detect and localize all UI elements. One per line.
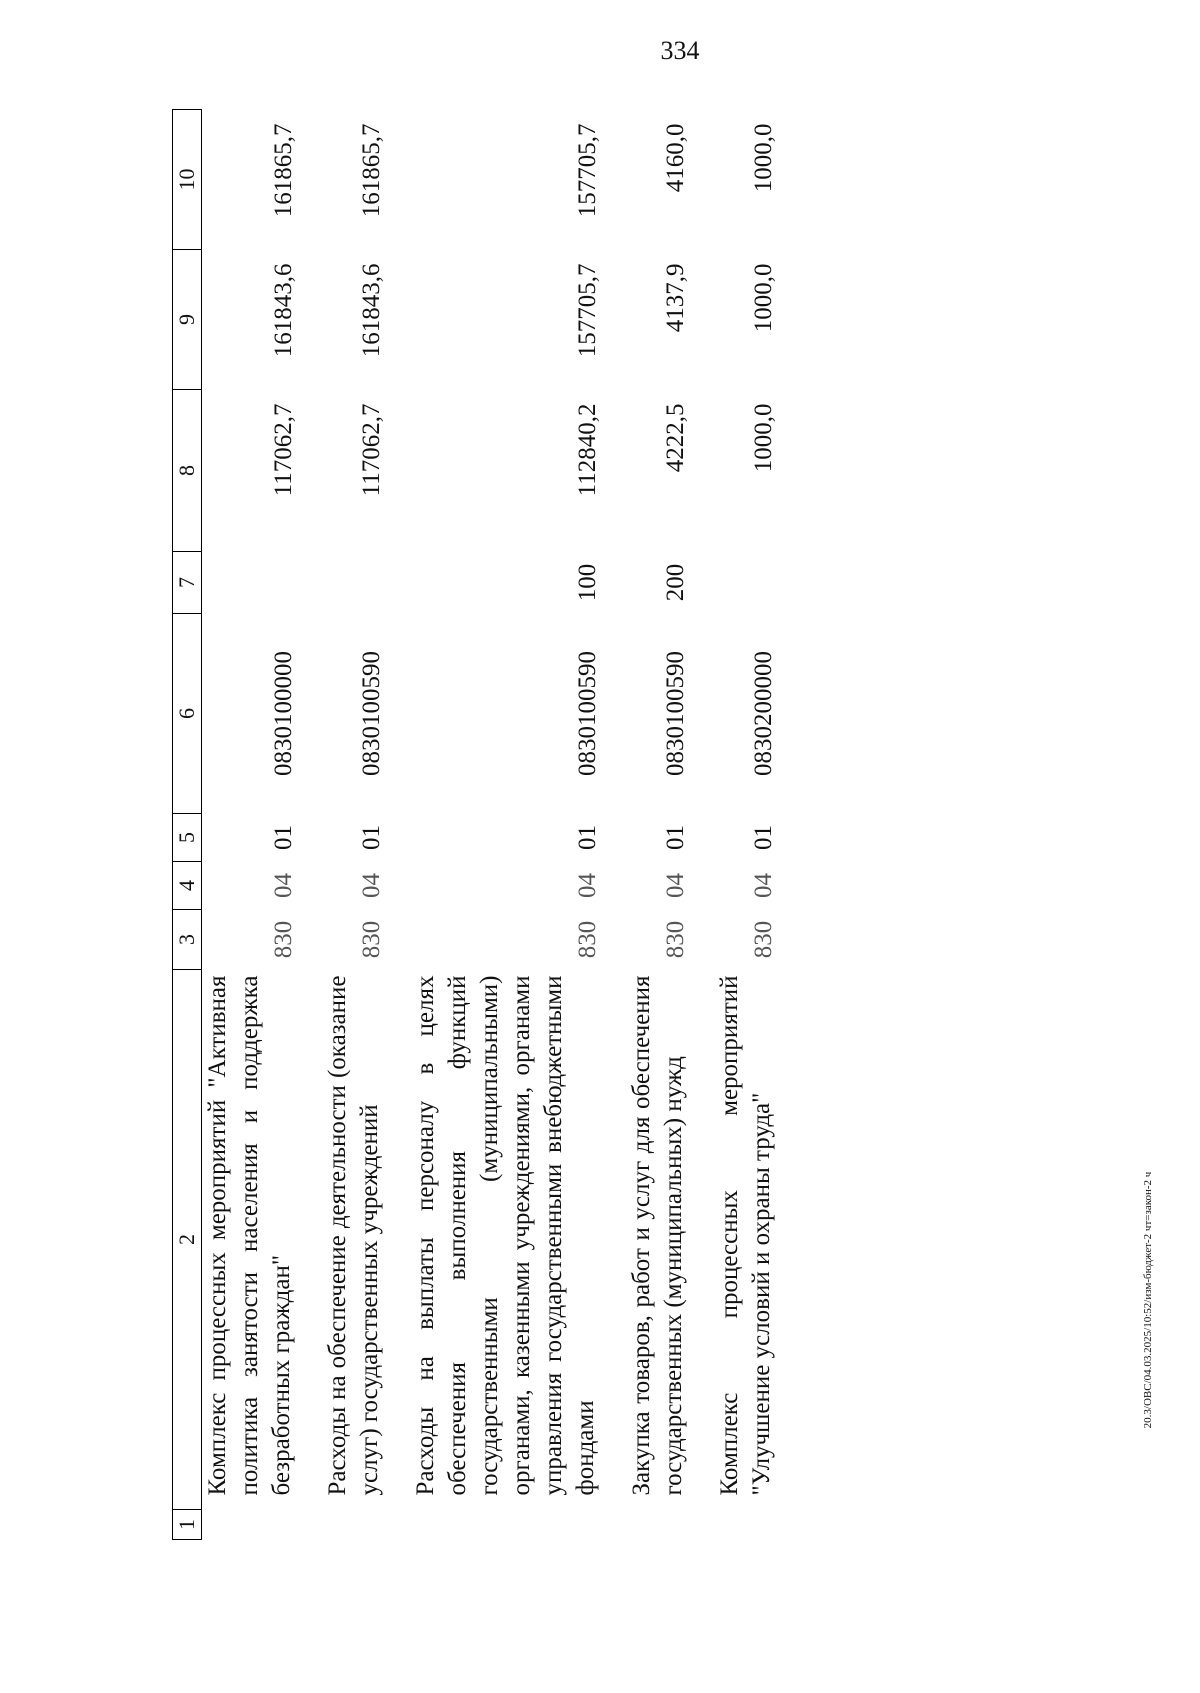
table-row [690,110,778,1540]
header-col-4: 4 [173,862,202,910]
cell-expense-type [690,552,778,614]
cell-amount-col9: 161843,6 [270,263,297,358]
cell-amount-col9: 161843,6 [358,263,385,358]
cell-amount-col10: 4160,0 [662,123,689,193]
cell-amount-col9: 1000,0 [750,263,777,333]
header-col-7: 7 [173,552,202,614]
cell-expense-type: 200 [662,563,689,602]
cell-amount-col10: 161865,7 [358,123,385,218]
cell-col1 [386,1510,602,1540]
table-header [173,110,202,1540]
header-col-9: 9 [173,250,202,390]
cell-expense-type: 100 [574,563,601,602]
cell-target-article: 0830100000 [270,651,297,776]
cell-amount-col10: 157705,7 [574,123,601,218]
cell-subsection: 01 [574,825,601,850]
cell-amount-col8: 1000,0 [750,403,777,473]
header-col-3: 3 [173,910,202,970]
cell-section: 04 [270,873,297,898]
cell-amount-col8: 117062,7 [270,403,297,497]
cell-amount-col10: 161865,7 [270,123,297,218]
budget-table-container [172,110,1072,1540]
cell-ministry-code: 830 [662,920,689,959]
cell-description: Расходы на выплаты персоналу в целях обеспечения выполнения функций государственными (муниципальными) органами, казенными учреждениями, органами управления государственными внебюджетными фондами [412,975,599,1496]
table-row [602,110,690,1540]
page-number: 334 [660,36,700,65]
header-row [173,110,202,1540]
header-col-1: 1 [173,1510,202,1540]
cell-description: Комплекс процессных мероприятий "Улучшение условий и охраны труда" [716,975,775,1496]
cell-col1 [202,1510,299,1540]
table-row [298,110,386,1540]
cell-amount-col10: 1000,0 [750,123,777,193]
cell-amount-col9: 4137,9 [662,263,689,333]
cell-amount-col8: 4222,5 [662,403,689,473]
cell-subsection: 01 [662,825,689,850]
cell-subsection: 01 [358,825,385,850]
cell-target-article: 0830100590 [574,651,601,776]
cell-section: 04 [750,873,777,898]
cell-ministry-code: 830 [750,920,777,959]
cell-section: 04 [662,873,689,898]
cell-target-article: 0830200000 [750,651,777,776]
header-col-2: 2 [173,970,202,1510]
cell-ministry-code: 830 [358,920,385,959]
cell-amount-col8: 112840,2 [574,403,601,497]
header-col-8: 8 [173,390,202,552]
cell-col1 [690,1510,778,1540]
cell-target-article: 0830100590 [662,651,689,776]
cell-expense-type [202,552,299,614]
header-col-10: 10 [173,110,202,250]
cell-amount-col8: 117062,7 [358,403,385,497]
cell-description: Комплекс процессных мероприятий "Активная политика занятости населения и поддержка безработных граждан" [204,975,295,1496]
cell-col1 [602,1510,690,1540]
header-col-6: 6 [173,614,202,814]
cell-target-article: 0830100590 [358,651,385,776]
cell-ministry-code: 830 [574,920,601,959]
cell-description: Расходы на обеспечение деятельности (оказание услуг) государственных учреждений [324,975,383,1496]
cell-amount-col9: 157705,7 [574,263,601,358]
table-row [386,110,602,1540]
cell-ministry-code: 830 [270,920,297,959]
cell-description: Закупка товаров, работ и услуг для обеспечения государственных (муниципальных) нужд [628,975,687,1496]
table-body [202,110,779,1540]
header-col-5: 5 [173,814,202,862]
cell-expense-type [298,552,386,614]
cell-section: 04 [358,873,385,898]
cell-subsection: 01 [750,825,777,850]
footer-code: 20.3/ОВС/04.03.2025/10:52/изм-бюджет-2 чт=закон-2 ч [1142,1171,1154,1429]
table-row [202,110,299,1540]
cell-section: 04 [574,873,601,898]
budget-table [172,109,778,1540]
cell-col1 [298,1510,386,1540]
cell-subsection: 01 [270,825,297,850]
